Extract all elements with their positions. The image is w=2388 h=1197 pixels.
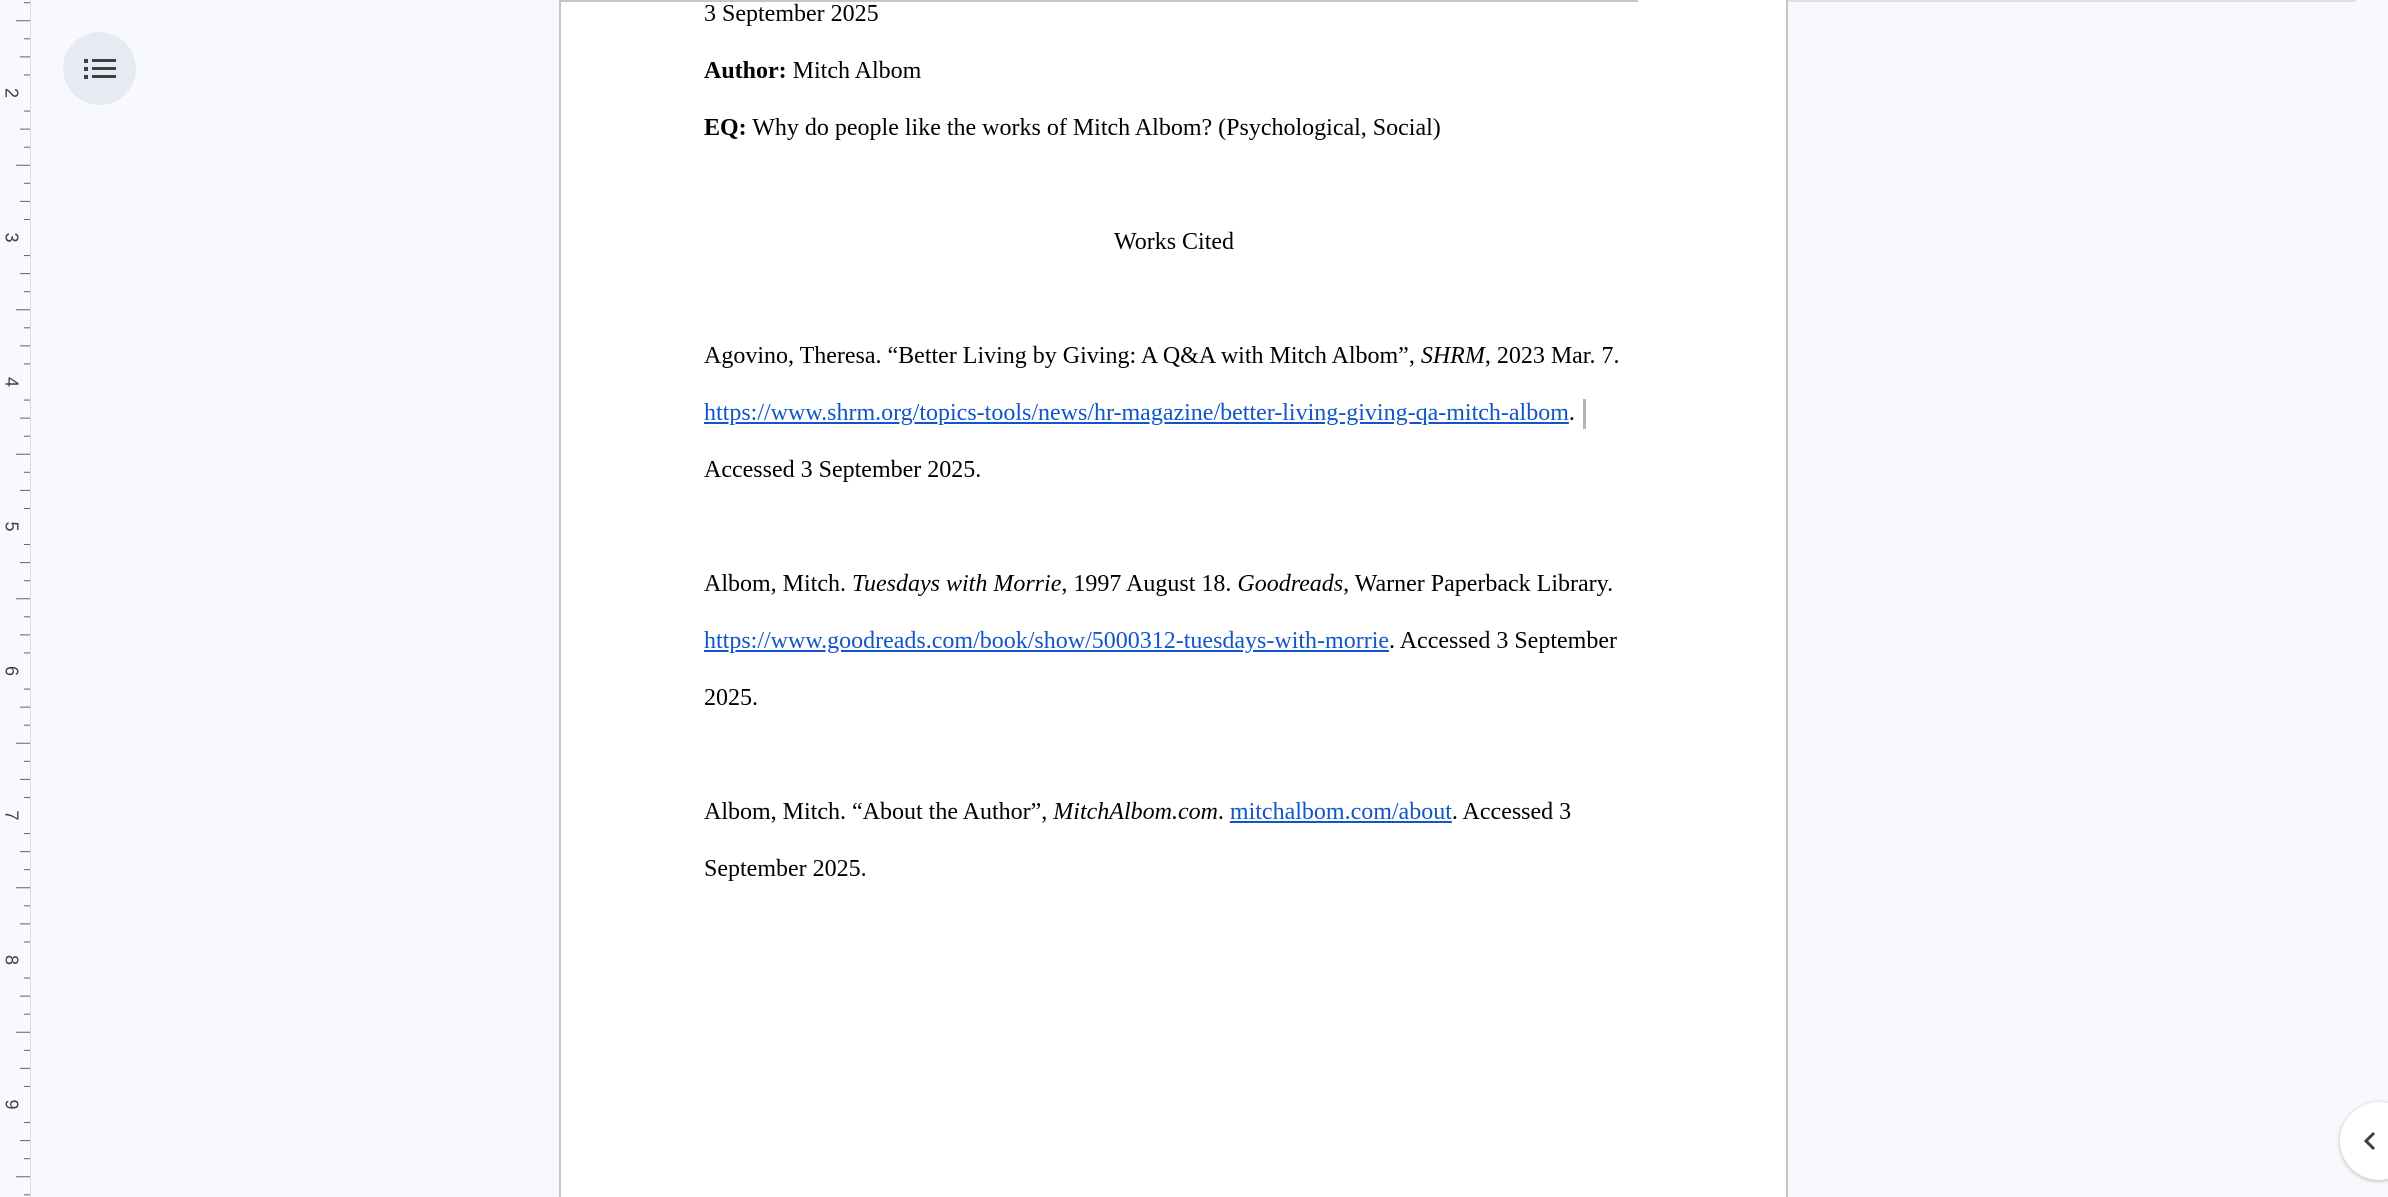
citation-2-site: Goodreads [1237,571,1344,597]
citation-3-text: Albom, Mitch. “About the Author”, [704,799,1054,825]
citation-1-link[interactable]: https://www.shrm.org/topics-tools/news/hr-magazine/better-living-giving-qa-mitch-albom [704,400,1569,426]
citation-1-punctuation: . [1568,400,1575,426]
eq-value: Why do people like the works of Mitch Albom? (Psychological, Social) [746,115,1441,141]
vertical-ruler[interactable] [0,0,31,1197]
works-cited-title[interactable]: Works Cited [1113,229,1235,255]
citation-3-accessed: . Accessed 3 [1451,799,1572,825]
ruler-label: 9 [1,1099,22,1110]
citation-2-line-2[interactable] [704,627,1644,655]
citation-3-separator: . [1217,799,1230,825]
date-line[interactable]: 3 September 2025 [704,1,879,27]
essential-question-line[interactable] [704,114,1644,142]
document-outline-button[interactable] [63,32,136,105]
ruler-label: 8 [1,954,22,966]
citation-2-date: , 1997 August 18. [1061,571,1238,597]
citation-1-line-2[interactable] [704,399,1644,429]
citation-2-line-3[interactable]: 2025. [704,685,758,711]
citation-1-publication: SHRM [1420,343,1485,369]
citation-2-accessed: . Accessed 3 September [1389,628,1617,654]
citation-1-date: , 2023 Mar. 7. [1484,343,1620,369]
ruler-label: 2 [1,87,22,99]
citation-3-site: MitchAlbom.com [1053,799,1218,825]
ruler-label: 7 [1,810,22,821]
citation-3-link[interactable]: mitchalbom.com/about [1229,799,1452,825]
citation-1-line-3[interactable]: Accessed 3 September 2025. [704,457,982,483]
citation-2-line-1[interactable] [704,570,1644,598]
author-value: Mitch Albom [786,58,922,84]
document-page[interactable] [559,0,1788,1197]
ruler-label: 6 [1,665,22,677]
ruler-label: 4 [1,376,22,388]
author-label: Author: [704,58,787,84]
author-line[interactable] [704,57,1644,85]
citation-3-line-1[interactable] [704,798,1644,826]
document-outline-icon [84,58,116,80]
text-cursor [1583,399,1586,429]
ruler-ticks [0,0,30,1197]
citation-2-author: Albom, Mitch. [704,571,852,597]
citation-1-text: Agovino, Theresa. “Better Living by Giving: A Q&A with Mitch Albom”, [704,343,1421,369]
eq-label: EQ: [704,115,747,141]
citation-2-publisher: , Warner Paperback Library. [1343,571,1614,597]
page-divider-line [1786,0,2356,2]
citation-1-line-1[interactable] [704,342,1644,370]
ruler-label: 5 [1,521,22,532]
citation-3-line-2[interactable]: September 2025. [704,856,867,882]
citation-2-title: Tuesdays with Morrie [852,571,1062,597]
ruler-label: 3 [1,232,22,243]
citation-2-link[interactable]: https://www.goodreads.com/book/show/5000312-tuesdays-with-morrie [704,628,1390,654]
side-panel-toggle-button[interactable] [2340,1102,2388,1180]
chevron-left-icon [2362,1130,2378,1152]
